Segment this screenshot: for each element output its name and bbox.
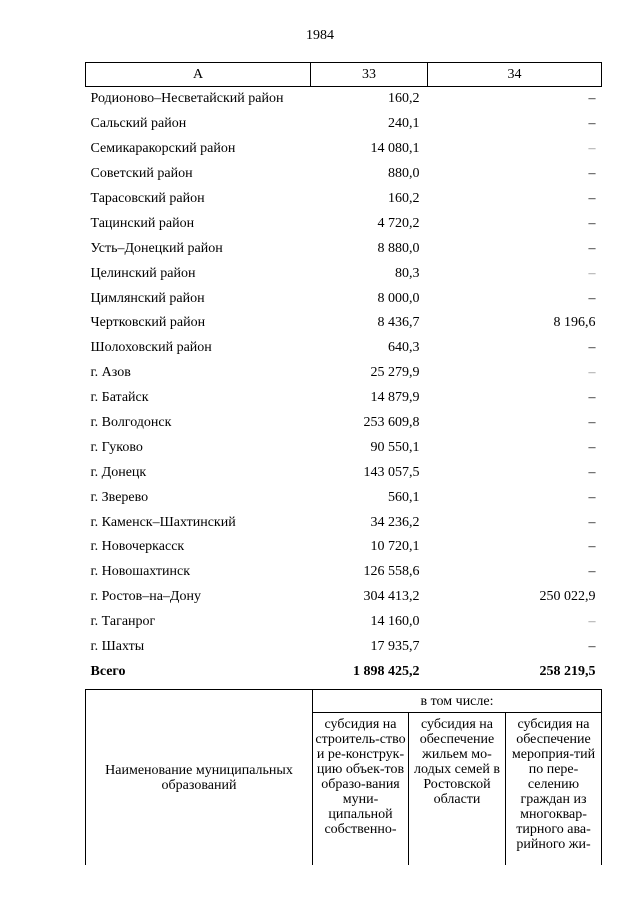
row-value-33: 640,3 xyxy=(388,340,420,356)
table-row xyxy=(86,485,602,510)
table-row xyxy=(86,336,602,361)
row-name: Шолоховский район xyxy=(90,340,212,356)
table-row xyxy=(86,510,602,535)
row-value-34: – xyxy=(588,265,596,281)
row-value-34: – xyxy=(588,116,596,132)
table-row xyxy=(86,236,602,261)
column-header-table xyxy=(85,689,602,865)
row-name: г. Новошахтинск xyxy=(90,564,191,580)
row-name: г. Зверево xyxy=(90,489,149,505)
row-name: Усть–Донецкий район xyxy=(90,240,223,256)
table-row xyxy=(86,585,602,610)
table-row xyxy=(86,560,602,585)
header-col-34: 34 xyxy=(428,63,602,87)
row-value-34: – xyxy=(588,564,596,580)
table-row xyxy=(86,187,602,212)
row-name: Тарасовский район xyxy=(90,191,205,206)
municipal-name-header: Наименование муниципальных образований xyxy=(86,690,313,866)
row-name: г. Азов xyxy=(90,365,131,381)
row-value-33: 880,0 xyxy=(388,166,420,182)
row-value-33: 4 720,2 xyxy=(377,215,420,231)
row-value-33: 253 609,8 xyxy=(363,415,420,431)
table-header-row xyxy=(86,63,602,87)
row-name: Советский район xyxy=(90,166,193,182)
row-value-34: – xyxy=(588,166,596,182)
table-row xyxy=(86,286,602,311)
row-name: г. Новочеркасск xyxy=(90,539,185,555)
subsidy-table xyxy=(85,62,602,684)
row-value-33: 143 057,5 xyxy=(363,464,420,480)
row-value-34: – xyxy=(588,614,596,630)
row-value-34: – xyxy=(588,365,596,381)
row-value-34: – xyxy=(588,489,596,505)
header-col-a: А xyxy=(86,63,311,87)
row-name: г. Гуково xyxy=(90,439,143,455)
subsidy-resettlement-header: субсидия на обеспечение мероприя-тий по пере-селению граждан из многоквар-тирного ава-рийного жи- xyxy=(506,713,602,866)
table-row xyxy=(86,635,602,660)
total-value-33: 1 898 425,2 xyxy=(353,663,420,679)
row-value-34: – xyxy=(588,290,596,306)
row-value-33: 304 413,2 xyxy=(363,589,420,605)
row-value-33: 14 160,0 xyxy=(370,614,420,630)
row-value-33: 10 720,1 xyxy=(370,539,420,555)
row-value-33: 17 935,7 xyxy=(370,639,420,655)
row-name: Родионово–Несветайский район xyxy=(90,91,284,107)
row-value-34: – xyxy=(588,539,596,555)
row-name: Целинский район xyxy=(90,265,196,281)
row-value-34: 250 022,9 xyxy=(539,589,596,605)
table-row xyxy=(86,112,602,137)
row-value-33: 80,3 xyxy=(395,265,420,281)
row-value-33: 14 080,1 xyxy=(370,141,420,157)
total-row xyxy=(86,659,602,684)
total-value-34: 258 219,5 xyxy=(539,663,596,679)
row-name: Тацинский район xyxy=(90,215,195,231)
row-value-34: – xyxy=(588,215,596,231)
header-col-33: 33 xyxy=(311,63,428,87)
row-value-34: 8 196,6 xyxy=(553,315,596,331)
table-row xyxy=(86,162,602,187)
row-value-33: 240,1 xyxy=(388,116,420,132)
row-value-34: – xyxy=(588,514,596,530)
row-name: г. Каменск–Шахтинский xyxy=(90,514,236,530)
table-row xyxy=(86,411,602,436)
row-name: Цимлянский район xyxy=(90,290,205,306)
table-row xyxy=(86,361,602,386)
table-row xyxy=(86,211,602,236)
row-value-34: – xyxy=(588,240,596,256)
table-row xyxy=(86,610,602,635)
row-value-34: – xyxy=(588,390,596,406)
row-name: Сальский район xyxy=(90,116,187,132)
table-row xyxy=(86,137,602,162)
row-value-34: – xyxy=(588,191,596,206)
total-label: Всего xyxy=(90,663,126,679)
row-value-33: 14 879,9 xyxy=(370,390,420,406)
row-value-33: 160,2 xyxy=(388,191,420,206)
table-row xyxy=(86,535,602,560)
row-value-34: – xyxy=(588,141,596,157)
row-name: г. Шахты xyxy=(90,639,145,655)
row-name: г. Таганрог xyxy=(90,614,156,630)
table-row xyxy=(86,87,602,112)
subsidy-construction-header: субсидия на строитель-ство и ре-конструк-цию объек-тов образо-вания муни-ципальной собственно- xyxy=(313,713,409,866)
row-value-33: 8 436,7 xyxy=(377,315,420,331)
table-row xyxy=(86,261,602,286)
page-number: 1984 xyxy=(306,28,334,43)
row-value-34: – xyxy=(588,415,596,431)
table-row xyxy=(86,311,602,336)
row-name: г. Волгодонск xyxy=(90,415,172,431)
row-value-34: – xyxy=(588,439,596,455)
row-value-33: 560,1 xyxy=(388,489,420,505)
row-name: г. Донецк xyxy=(90,464,147,480)
table-row xyxy=(86,386,602,411)
row-value-33: 90 550,1 xyxy=(370,439,420,455)
row-value-33: 126 558,6 xyxy=(363,564,420,580)
row-value-33: 8 880,0 xyxy=(377,240,420,256)
row-value-33: 34 236,2 xyxy=(370,514,420,530)
row-name: г. Ростов–на–Дону xyxy=(90,589,201,605)
row-value-34: – xyxy=(588,91,596,107)
table-row xyxy=(86,435,602,460)
row-value-34: – xyxy=(588,340,596,356)
row-value-33: 160,2 xyxy=(388,91,420,107)
row-name: Семикаракорский район xyxy=(90,141,236,157)
including-header: в том числе: xyxy=(313,690,602,713)
row-value-33: 8 000,0 xyxy=(377,290,420,306)
row-name: г. Батайск xyxy=(90,390,149,406)
row-value-33: 25 279,9 xyxy=(370,365,420,381)
row-value-34: – xyxy=(588,639,596,655)
table-row xyxy=(86,460,602,485)
row-name: Чертковский район xyxy=(90,315,206,331)
subsidy-young-families-header: субсидия на обеспечение жильем мо-лодых семей в Ростовской области xyxy=(409,713,506,866)
row-value-34: – xyxy=(588,464,596,480)
